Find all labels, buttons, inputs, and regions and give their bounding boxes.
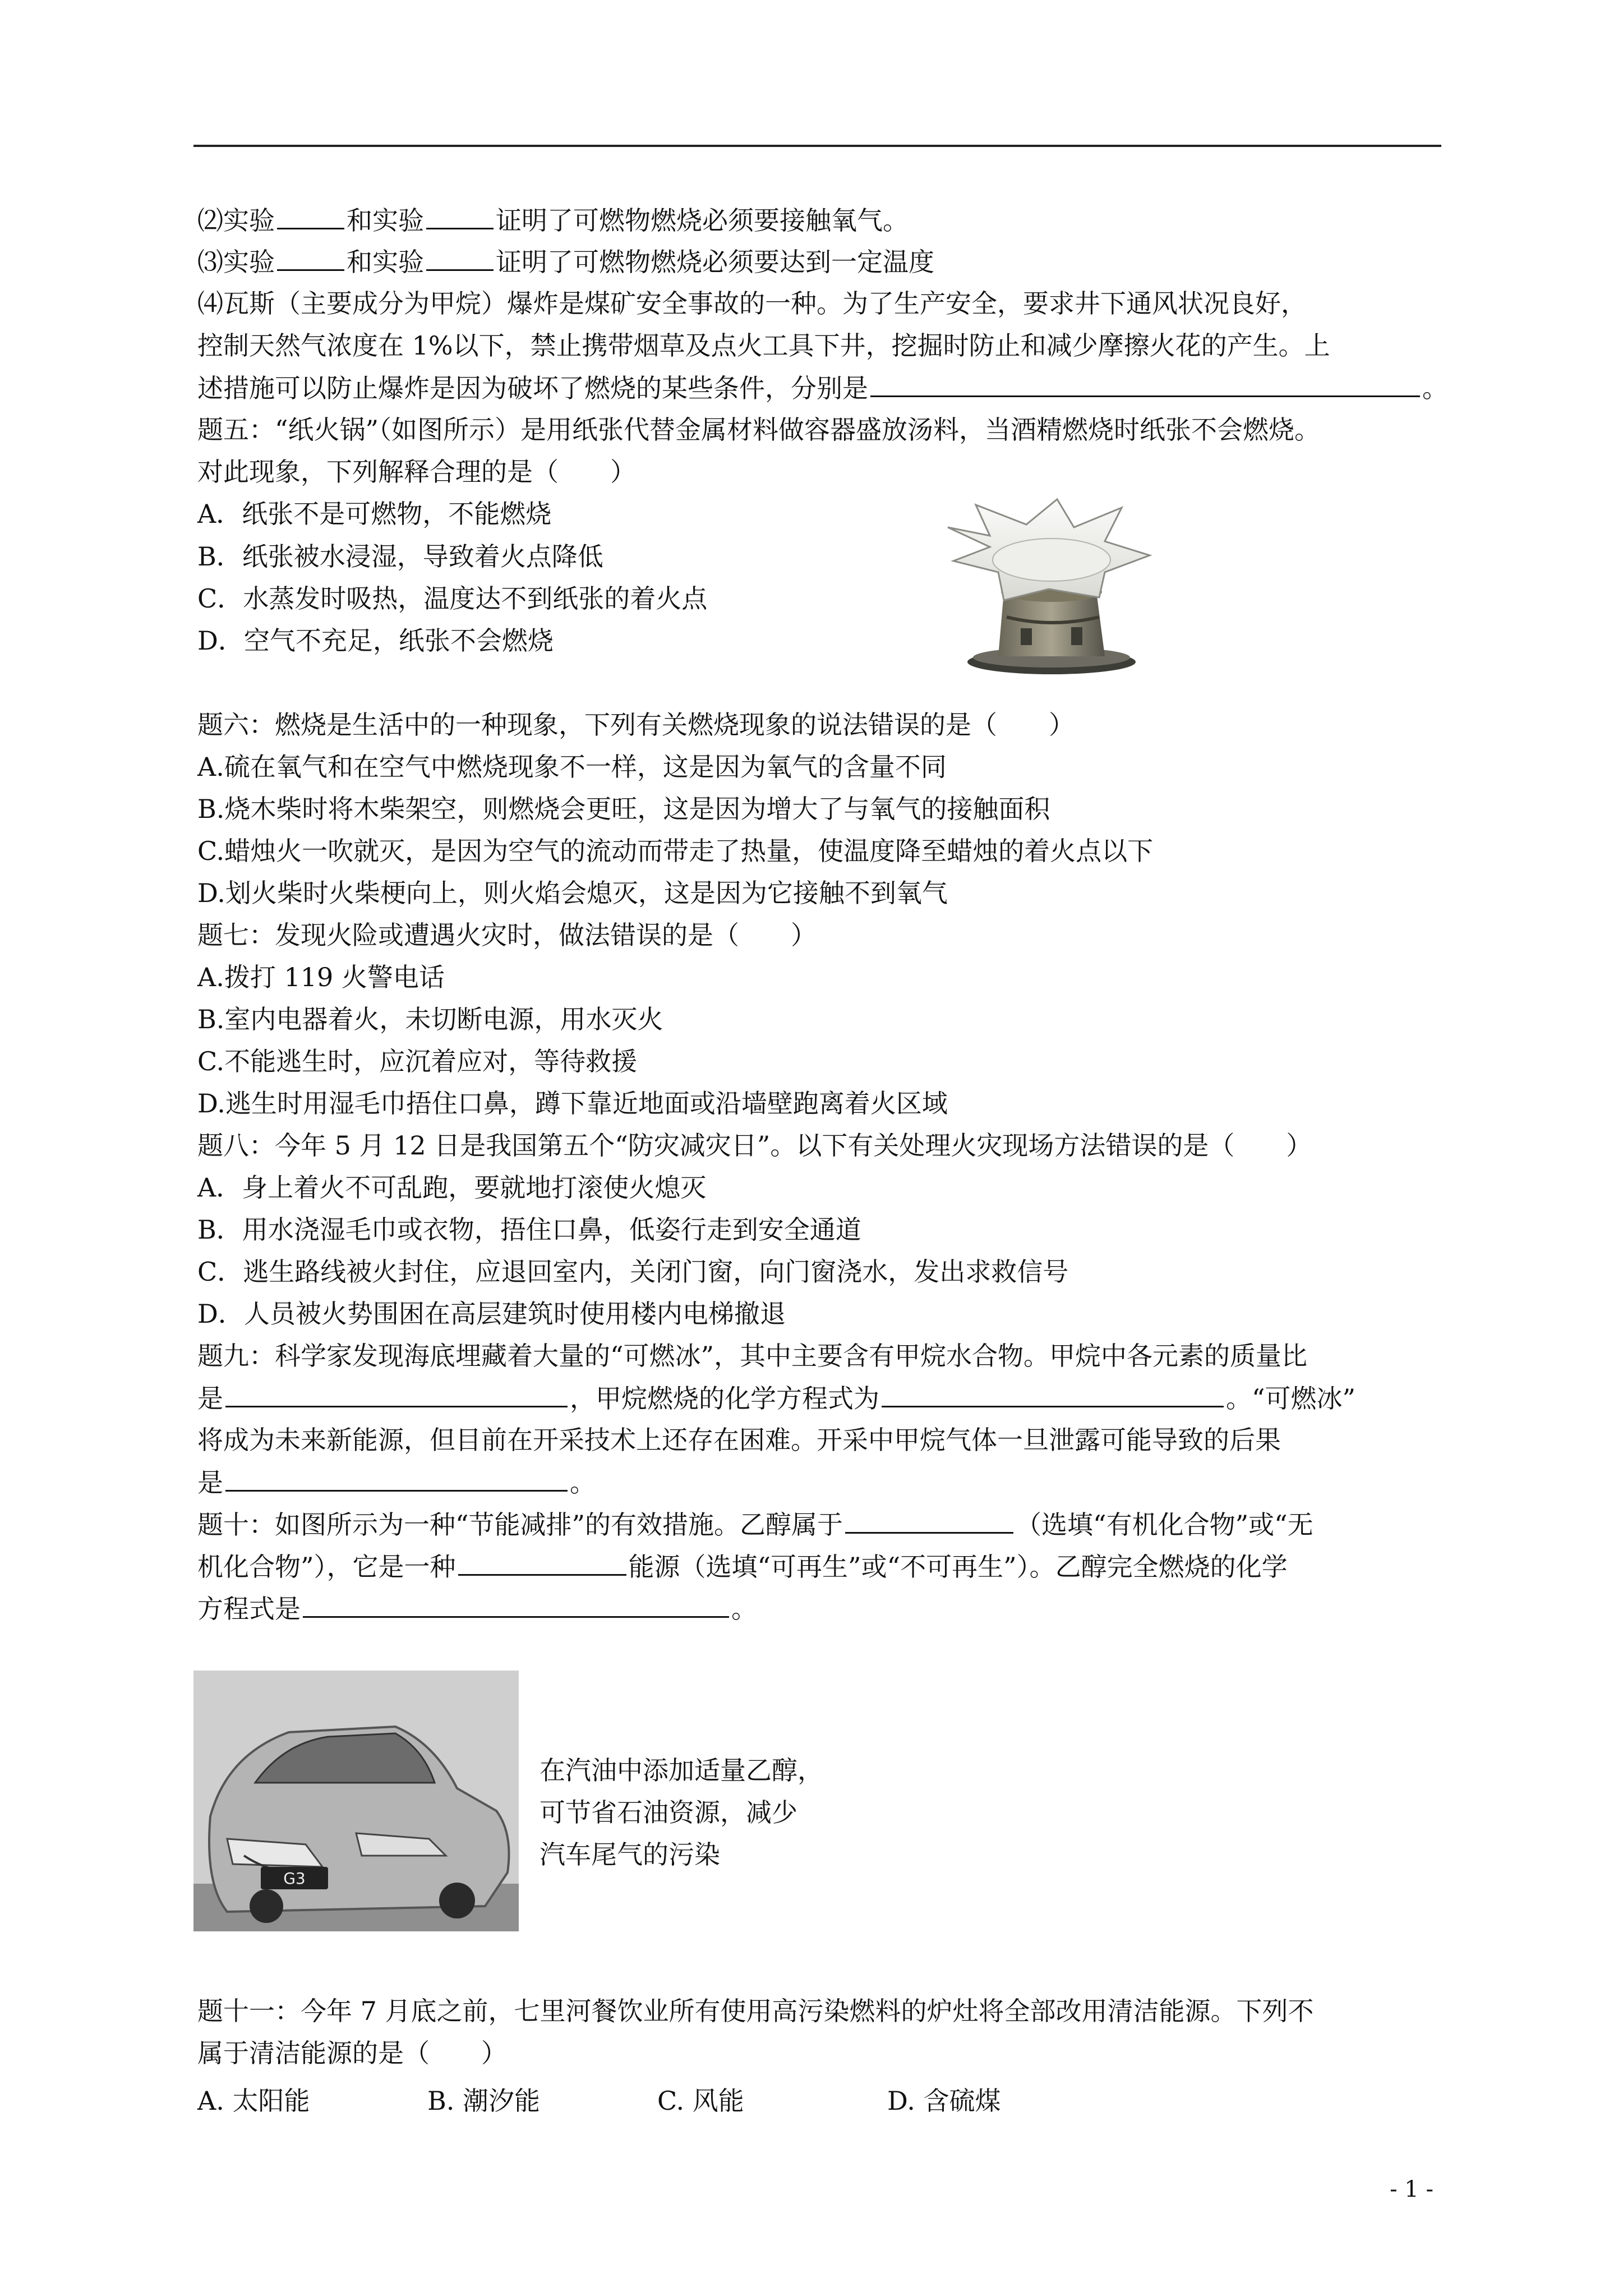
q4-line-4a: ⑷瓦斯（主要成分为甲烷）爆炸是煤矿安全事故的一种。为了生产安全，要求井下通风状况良好， <box>197 288 1307 319</box>
q5-option-d: D．空气不充足，纸张不会燃烧 <box>197 625 554 656</box>
q11-option-b: B. 潮汐能 <box>427 2086 541 2116</box>
q11-line-2: 属于清洁能源的是（ ） <box>197 2038 507 2068</box>
q9-line-3: 将成为未来新能源，但目前在开采技术上还存在困难。开采中甲烷气体一旦泄露可能导致的后果 <box>197 1425 1281 1455</box>
answer-blank[interactable] <box>458 1549 626 1576</box>
q5-stem-2: 对此现象，下列解释合理的是（ ） <box>197 457 636 487</box>
q4-line-3: ⑶实验 和实验 证明了可燃物燃烧必须要达到一定温度 <box>197 245 934 278</box>
answer-blank[interactable] <box>882 1381 1224 1407</box>
q7-stem: 题七：发现火险或遭遇火灾时，做法错误的是（ ） <box>197 920 817 950</box>
q6-option-d: D.划火柴时火柴梗向上，则火焰会熄灭，这是因为它接触不到氧气 <box>197 878 948 908</box>
q10-line-3: 方程式是 。 <box>197 1591 757 1625</box>
q6-option-c: C.蜡烛火一吹就灭，是因为空气的流动而带走了热量，使温度降至蜡烛的着火点以下 <box>197 836 1154 866</box>
q7-option-c: C.不能逃生时，应沉着应对，等待救援 <box>197 1046 638 1076</box>
q11-option-d: D. 含硫煤 <box>887 2086 1001 2116</box>
q11-option-c: C. 风能 <box>657 2086 744 2116</box>
answer-blank[interactable] <box>303 1591 729 1618</box>
answer-blank[interactable] <box>277 245 344 271</box>
page-number: - 1 - <box>1390 2177 1433 2202</box>
answer-blank[interactable] <box>426 245 494 271</box>
q8-option-a: A．身上着火不可乱跑，要就地打滚使火熄灭 <box>197 1172 707 1203</box>
answer-blank[interactable] <box>426 203 494 229</box>
q8-option-b: B．用水浇湿毛巾或衣物，捂住口鼻，低姿行走到安全通道 <box>197 1214 861 1245</box>
answer-blank[interactable] <box>870 371 1420 397</box>
car-caption-3: 汽车尾气的污染 <box>540 1839 720 1870</box>
q8-stem: 题八：今年 5 月 12 日是我国第五个“防灾减灾日”。以下有关处理火灾现场方法错误的是（ ） <box>197 1130 1312 1161</box>
q5-option-b: B．纸张被水浸湿，导致着火点降低 <box>197 541 603 572</box>
car-illustration <box>193 1671 519 1931</box>
answer-blank[interactable] <box>225 1381 568 1407</box>
q6-stem: 题六：燃烧是生活中的一种现象，下列有关燃烧现象的说法错误的是（ ） <box>197 710 1075 740</box>
q8-option-d: D．人员被火势围困在高层建筑时使用楼内电梯撤退 <box>197 1299 786 1329</box>
q11-option-a: A. 太阳能 <box>197 2086 310 2116</box>
q4-line-4c: 述措施可以防止爆炸是因为破坏了燃烧的某些条件，分别是 。 <box>197 371 1448 404</box>
q8-option-c: C．逃生路线被火封住，应退回室内，关闭门窗，向门窗浇水，发出求救信号 <box>197 1257 1069 1287</box>
q11-line-1: 题十一：今年 7 月底之前，七里河餐饮业所有使用高污染燃料的炉灶将全部改用清洁能源。下列不 <box>197 1996 1314 2026</box>
q6-option-b: B.烧木柴时将木柴架空，则燃烧会更旺，这是因为增大了与氧气的接触面积 <box>197 794 1050 824</box>
q5-option-a: A．纸张不是可燃物，不能燃烧 <box>197 499 552 529</box>
q6-option-a: A.硫在氧气和在空气中燃烧现象不一样，这是因为氧气的含量不同 <box>197 752 947 782</box>
q5-option-c: C．水蒸发时吸热，温度达不到纸张的着火点 <box>197 583 708 614</box>
q5-stem-1: 题五：“纸火锅”（如图所示）是用纸张代替金属材料做容器盛放汤料，当酒精燃烧时纸张不会燃烧。 <box>197 415 1321 445</box>
q7-option-a: A.拨打 119 火警电话 <box>197 962 445 992</box>
answer-blank[interactable] <box>277 203 344 229</box>
q11-options <box>197 2084 1001 2118</box>
car-caption-2: 可节省石油资源，减少 <box>540 1797 797 1828</box>
license-plate: G3 <box>283 1869 306 1888</box>
answer-blank[interactable] <box>845 1507 1013 1534</box>
paper-hotpot-illustration <box>937 494 1155 679</box>
header-rule <box>193 145 1441 147</box>
q7-option-b: B.室内电器着火，未切断电源，用水灭火 <box>197 1004 663 1034</box>
car-photo <box>193 1671 519 1931</box>
q9-line-4: 是 。 <box>197 1465 596 1499</box>
answer-blank[interactable] <box>225 1465 568 1492</box>
paper-hotpot-figure <box>937 494 1155 679</box>
q10-line-1: 题十：如图所示为一种“节能减排”的有效措施。乙醇属于 （选填“有机化合物”或“无 <box>197 1507 1313 1541</box>
q9-line-1: 题九：科学家发现海底埋藏着大量的“可燃冰”，其中主要含有甲烷水合物。甲烷中各元素的质量比 <box>197 1341 1308 1371</box>
q4-line-2: ⑵实验 和实验 证明了可燃物燃烧必须要接触氧气。 <box>197 203 909 237</box>
q4-line-4b: 控制天然气浓度在 1%以下，禁止携带烟草及点火工具下井，挖掘时防止和减少摩擦火花的产生。上 <box>197 330 1330 361</box>
q9-line-2: 是 ，甲烷燃烧的化学方程式为 。“可燃冰” <box>197 1381 1355 1415</box>
q10-line-2: 机化合物”），它是一种 能源（选填“可再生”或“不可再生”）。乙醇完全燃烧的化学 <box>197 1549 1288 1583</box>
q7-option-d: D.逃生时用湿毛巾捂住口鼻，蹲下靠近地面或沿墙壁跑离着火区域 <box>197 1088 948 1119</box>
car-caption-1: 在汽油中添加适量乙醇， <box>540 1755 823 1786</box>
